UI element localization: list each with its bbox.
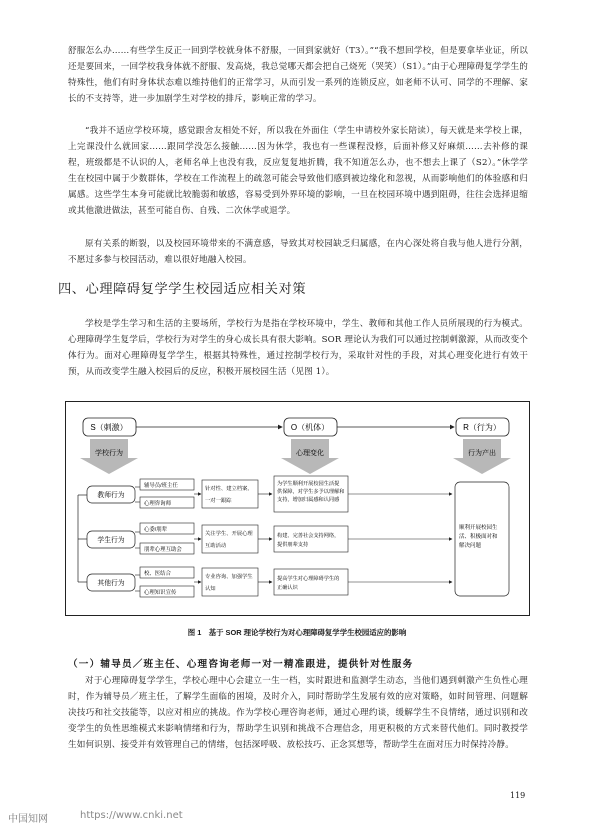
- subsection-heading: （一）辅导员／班主任、心理咨询老师一对一精准跟进，提供针对性服务: [68, 659, 414, 670]
- student-note-l1: 关注学生、开展心理: [205, 531, 253, 537]
- teacher-note-l2: 一对一跟踪: [205, 498, 232, 504]
- teacher-change-l1: 为学生顺利开展校园生活提: [277, 481, 340, 487]
- r-label: R（行为）: [463, 423, 501, 432]
- other-note-l2: 认知: [205, 586, 216, 592]
- student-change-l1: 构建、完善社会支持网络，: [277, 533, 340, 539]
- sor-figure: [65, 401, 530, 616]
- cnki-logo: 中国知网: [8, 814, 48, 825]
- s-arrow-label: 学校行为: [95, 450, 123, 457]
- teacher-note-l1: 针对性、建立档案、: [205, 486, 253, 492]
- paragraph-2: “我并不适应学校环境，感觉跟舍友相处不好，所以我在外面住（学生申请校外家长陪读），每天就是来学校上课，上完课没什么就回家……跟同学没怎么接触……因为休学，我也有一些课程没修，后面补修又好麻烦……去补修的课程，班级都是不认识的人，老师名单上也没有我，反应复复地折腾，我不知道怎么办，也不想去上课了（S2）。”休学学生在校园中属于少数群体，学校在工作流程上的疏忽可能会导致他们感到被边缘化和忽视，从而影响他们的体验感和归属感。这些学生本身可能就比较脆弱和敏感，容易受到外界环境的影响，一旦在校园环境中遇到阻碍，往往会选择退缩或其他激进做法，甚至可能自伤、自残、二次休学或退学。: [68, 126, 528, 217]
- teacher-change-l3: 支持，增加归属感和认同感: [277, 497, 340, 503]
- other-note-l1: 专业咨询、加强学生: [205, 574, 253, 580]
- teacher-change-l2: 供保障，对学生多予以理解和: [277, 489, 345, 495]
- outcome-l3: 解决问题: [459, 543, 482, 549]
- student-sub-2: 朋辈心理互助会: [144, 547, 182, 553]
- teacher-behavior: 教师行为: [97, 492, 125, 499]
- other-sub-1: 校、医结合: [144, 571, 171, 577]
- outcome-l2: 活、积极面对和: [459, 534, 498, 540]
- section-heading: 四、心理障碍复学学生校园适应相关对策: [58, 282, 307, 297]
- paragraph-4: 学校是学生学习和生活的主要场所，学校行为是指在学校环境中，学生、教师和其他工作人员所展现的行为模式。心理障碍学生复学后，学校行为对学生的身心成长具有很大影响。SOR 理论认为我们可以通过控制刺激源，从而改变个体行为。面对心理障碍复学学生，根据其特殊性，通过控制学校行为，采取针对性的手段，对其心理变化进行有效干预，从而改变学生融入校园后的反应，积极开展校园生活（见图 1）。: [68, 319, 528, 378]
- r-arrow-label: 行为产出: [468, 450, 496, 457]
- teacher-sub-1: 辅导员/班主任: [144, 483, 178, 489]
- paragraph-3: 原有关系的断裂，以及校园环境带来的不满意感，导致其对校园缺乏归属感，在内心深处将自我与他人进行分割，不愿过多参与校园活动，难以很好地融入校园。: [68, 239, 528, 266]
- other-behavior: 其他行为: [97, 580, 125, 587]
- student-behavior: 学生行为: [97, 537, 125, 544]
- o-arrow-label: 心理变化: [296, 450, 324, 457]
- teacher-sub-2: 心理咨询师: [144, 501, 171, 507]
- student-sub-1: 心委/朋辈: [144, 527, 168, 533]
- paragraph-5: 对于心理障碍复学学生，学校心理中心会建立一生一档，实时跟进和监测学生动态，当他们遇到刺激产生负性心理时，作为辅导员／班主任，了解学生面临的困境，及时介入，同时帮助学生发展有效的应对策略，如时间管理、问题解决技巧和社交技能等，以应对相应的挑战。作为学校心理咨询老师，通过心理约谈，缓解学生不良情绪，通过识别和改变学生的负性思维模式来影响情绪和行为，帮助学生识别和挑战不合理信念，用更积极的方式来替代他们。同时教授学生如何识别、接受并有效管理自己的情绪，包括深呼吸、放松技巧、正念冥想等，帮助学生在面对压力时保持冷静。: [68, 676, 528, 751]
- page-number: 119: [510, 791, 526, 800]
- sor-diagram: [66, 402, 531, 617]
- other-change-l1: 提高学生对心理障碍学生的: [277, 576, 340, 582]
- cnki-url[interactable]: https://www.cnki.net: [80, 810, 183, 821]
- o-label: O（机体）: [290, 423, 330, 432]
- paragraph-1: 舒服怎么办……有些学生反正一回到学校就身体不舒服，一回到家就好（T3）。”“我不想回学校，但是要拿毕业证，所以还是要回来，一回学校我身体就不舒服、发高烧，我总觉哪天都会把自己烧死（哭笑）（S1）。”由于心理障碍复学学生的特殊性，他们有时身体状态难以维持他们的正常学习，从而引发一系列的连锁反应，如老师不认可、同学的不理解、家长的不支持等，进一步加剧学生对学校的排斥，影响正常的学习。: [68, 46, 528, 105]
- student-note-l2: 互助活动: [205, 543, 227, 549]
- other-sub-2: 心理知识宣传: [144, 590, 177, 596]
- s-label: S（刺激）: [90, 423, 128, 432]
- student-change-l2: 提供朋辈支持: [277, 542, 309, 548]
- outcome-l1: 顺利开展校园生: [459, 525, 498, 531]
- other-change-l2: 正确认识: [277, 585, 298, 591]
- figure-caption: 图 1 基于 SOR 理论学校行为对心理障碍复学学生校园适应的影响: [187, 628, 407, 637]
